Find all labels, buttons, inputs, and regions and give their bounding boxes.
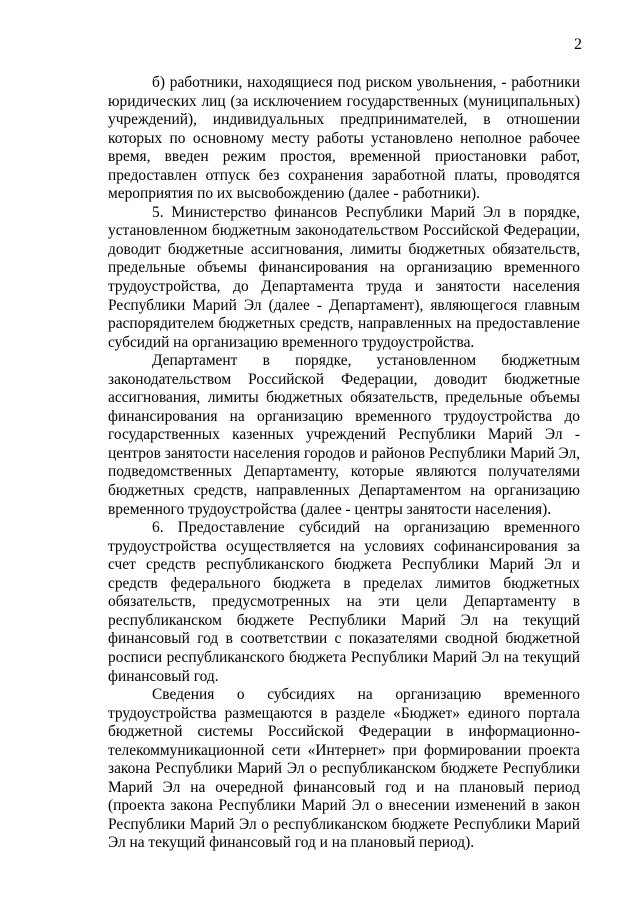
paragraph-item-6: 6. Предоставление субсидий на организацию временного трудоустройства осуществляется на условиях софинансирования за счет средств республиканского бюджета Республики Марий Эл и средств федерального бюджета в пределах лимитов бюджетных обязательств, предусмотренных на эти цели Департаменту в республиканском бюджете Республики Марий Эл на текущий финансовый год в соответствии с показателями сводной бюджетной росписи республиканского бюджета Республики Марий Эл на текущий финансовый год.	[108, 519, 580, 685]
paragraph-subsidy-information: Сведения о субсидиях на организацию временного трудоустройства размещаются в разделе «Бюджет» единого портала бюджетной системы Российской Федерации в информационно-телекоммуникационной сети «Интернет» при формировании проекта закона Республики Марий Эл о республиканском бюджете Республики Марий Эл на очередной финансовый год и на плановый период (проекта закона Республики Марий Эл о внесении изменений в закон Республики Марий Эл о республиканском бюджете Республики Марий Эл на текущий финансовый год и на плановый период).	[108, 686, 580, 852]
paragraph-item-5: 5. Министерство финансов Республики Марий Эл в порядке, установленном бюджетным законодательством Российской Федерации, доводит бюджетные ассигнования, лимиты бюджетных обязательств, предельные объемы финансирования на организацию временного трудоустройства, до Департамента труда и занятости населения Республики Марий Эл (далее - Департамент), являющегося главным распорядителем бюджетных средств, направленных на предоставление субсидий на организацию временного трудоустройства.	[108, 203, 580, 351]
paragraph-workers-definition: б) работники, находящиеся под риском увольнения, - работники юридических лиц (за исключением государственных (муниципальных) учреждений), индивидуальных предпринимателей, в отношении которых по основному месту работы установлено неполное рабочее время, введен режим простоя, временной приостановки работ, предоставлен отпуск без сохранения заработной платы, проводятся мероприятия по их высвобождению (далее - работники).	[108, 74, 580, 203]
document-body	[108, 74, 580, 853]
paragraph-department-allocation: Департамент в порядке, установленном бюджетным законодательством Российской Федерации, доводит бюджетные ассигнования, лимиты бюджетных обязательств, предельные объемы финансирования на организацию временного трудоустройства до государственных казенных учреждений Республики Марий Эл - центров занятости населения городов и районов Республики Марий Эл, подведомственных Департаменту, которые являются получателями бюджетных средств, направленных Департаментом на организацию временного трудоустройства (далее - центры занятости населения).	[108, 352, 580, 518]
page-number: 2	[574, 36, 582, 53]
